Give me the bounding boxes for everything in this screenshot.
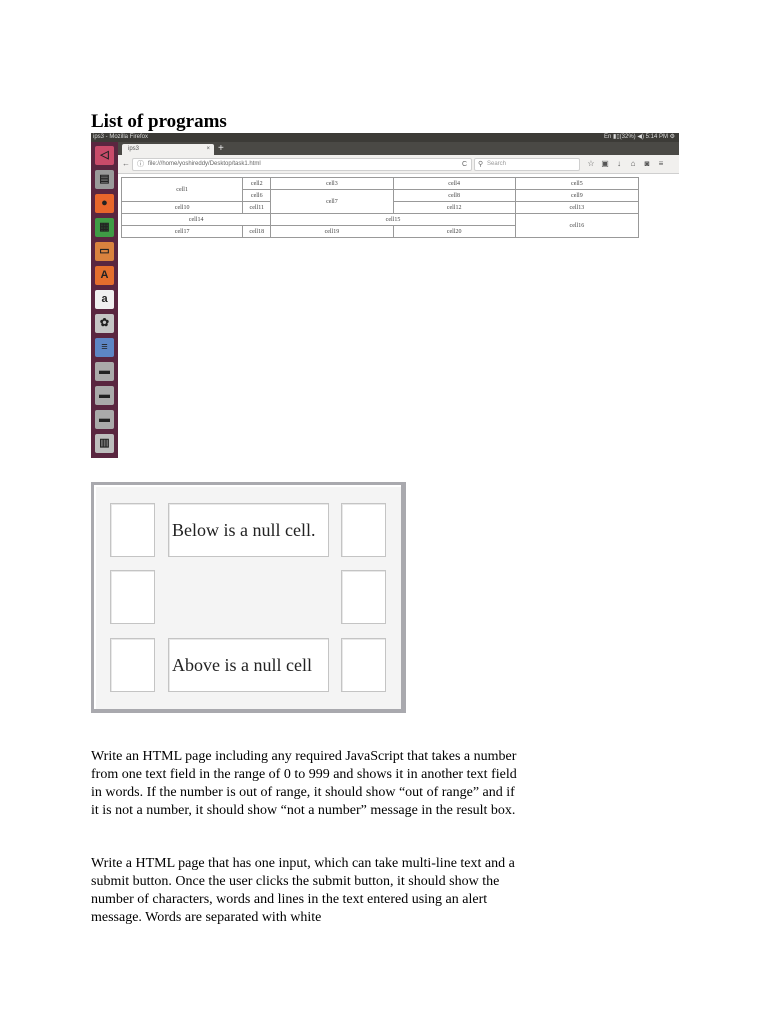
tab-strip xyxy=(118,142,679,155)
search-icon: ⚲ xyxy=(478,161,484,168)
reload-icon[interactable]: C xyxy=(461,161,467,168)
table-cell: cell1 xyxy=(122,178,243,202)
home-icon[interactable]: ⌂ xyxy=(630,159,636,168)
ubuntu-top-bar xyxy=(91,133,679,142)
table-cell: cell15 xyxy=(271,214,515,226)
empty-cell xyxy=(341,570,386,624)
amazon-glyph: a xyxy=(101,293,108,305)
table-cell: cell12 xyxy=(393,202,515,214)
table-cell: cell18 xyxy=(243,226,271,238)
table-cell: cell9 xyxy=(515,190,638,202)
software-center-glyph: A xyxy=(100,269,109,281)
table-cell: cell16 xyxy=(515,214,638,238)
libreoffice-calc-glyph: ▦ xyxy=(99,221,110,233)
exercise-paragraph: Write an HTML page including any required JavaScript that takes a number from one text field in the range of 0 to 999 and shows it in another text field in words. If the number is out of range, it should show “out of range” and if it is not a number, it should show “not a number” message in the result box. xyxy=(91,749,517,818)
drive-3-icon[interactable] xyxy=(95,410,114,429)
ubuntu-dash-glyph: ◁ xyxy=(100,149,109,161)
text-editor-icon[interactable] xyxy=(95,338,114,357)
table-cell: cell17 xyxy=(122,226,243,238)
amazon-icon[interactable] xyxy=(95,290,114,309)
empty-cell xyxy=(110,570,155,624)
new-tab-button[interactable]: + xyxy=(218,143,224,154)
firefox-glyph: ● xyxy=(101,197,108,209)
empty-cell xyxy=(341,503,386,557)
text-editor-glyph: ≡ xyxy=(101,341,108,353)
search-placeholder: Search xyxy=(487,161,507,167)
back-arrow-icon[interactable]: ← xyxy=(122,159,130,168)
exercise-paragraph: Write a HTML page that has one input, which can take multi-line text and a submit button. Once the user clicks the submit button, it should show the number of characters, words and lines in the text entered using an alert message. Words are separated with white xyxy=(91,856,515,925)
drive-2-glyph: ▬ xyxy=(99,389,110,401)
text-cell xyxy=(168,503,329,557)
tab-title: ips3 xyxy=(128,146,140,152)
ubuntu-dash-icon[interactable] xyxy=(95,146,114,165)
trash-glyph: ▥ xyxy=(99,437,110,449)
pocket-icon[interactable]: ◙ xyxy=(644,159,650,168)
null-cell-table xyxy=(94,485,401,709)
download-icon[interactable]: ↓ xyxy=(617,159,621,168)
files-icon[interactable] xyxy=(95,170,114,189)
trash-icon[interactable] xyxy=(95,434,114,453)
drive-2-icon[interactable] xyxy=(95,386,114,405)
table-cell: cell8 xyxy=(393,190,515,202)
libreoffice-impress-glyph: ▭ xyxy=(99,245,110,257)
text-cell xyxy=(168,638,329,692)
table-cell: cell3 xyxy=(271,178,393,190)
drive-1-glyph: ▬ xyxy=(99,365,110,377)
close-icon[interactable]: × xyxy=(206,146,210,152)
software-center-icon[interactable] xyxy=(95,266,114,285)
empty-cell xyxy=(341,638,386,692)
navigation-bar xyxy=(118,155,679,174)
system-status-indicators[interactable]: En ▮▯(32%) ◀) 5:14 PM ⚙ xyxy=(604,134,675,140)
table-cell: cell2 xyxy=(243,178,271,190)
table-cell: cell14 xyxy=(122,214,271,226)
libreoffice-impress-icon[interactable] xyxy=(95,242,114,261)
page-heading: List of programs xyxy=(91,111,227,132)
table-cell: cell13 xyxy=(515,202,638,214)
null-cell-screenshot xyxy=(91,482,406,713)
menu-icon[interactable]: ≡ xyxy=(658,159,664,168)
page-content xyxy=(118,174,679,458)
files-glyph: ▤ xyxy=(99,173,110,185)
demo-table xyxy=(121,177,639,238)
table-cell: cell5 xyxy=(515,178,638,190)
above-null-cell-text: Above is a null cell xyxy=(172,655,312,675)
drive-1-icon[interactable] xyxy=(95,362,114,381)
drive-3-glyph: ▬ xyxy=(99,413,110,425)
empty-cell xyxy=(110,638,155,692)
empty-cell xyxy=(110,503,155,557)
below-null-cell-text: Below is a null cell. xyxy=(172,520,316,540)
system-settings-glyph: ✿ xyxy=(99,317,110,329)
firefox-icon[interactable] xyxy=(95,194,114,213)
info-icon[interactable]: ⓘ xyxy=(137,161,144,168)
table-cell: cell4 xyxy=(393,178,515,190)
ubuntu-launcher xyxy=(91,142,118,458)
table-cell: cell6 xyxy=(243,190,271,202)
search-input[interactable] xyxy=(474,158,580,171)
table-cell: cell20 xyxy=(393,226,515,238)
libreoffice-calc-icon[interactable] xyxy=(95,218,114,237)
toolbar-icons xyxy=(584,158,668,169)
url-bar[interactable] xyxy=(132,158,472,171)
table-cell: cell10 xyxy=(122,202,243,214)
table-row xyxy=(122,214,639,226)
firefox-screenshot xyxy=(91,133,679,458)
system-settings-icon[interactable] xyxy=(95,314,114,333)
bookmark-star-icon[interactable]: ☆ xyxy=(587,159,595,168)
url-text[interactable]: file:///home/yoshireddy/Desktop/task1.html xyxy=(148,161,261,167)
browser-tab[interactable] xyxy=(122,144,214,155)
reading-list-icon[interactable]: ▣ xyxy=(601,159,609,168)
window-title: ips3 - Mozilla Firefox xyxy=(93,134,149,140)
table-row xyxy=(122,178,639,190)
table-cell: cell19 xyxy=(271,226,393,238)
table-cell: cell11 xyxy=(243,202,271,214)
table-cell: cell7 xyxy=(271,190,393,214)
